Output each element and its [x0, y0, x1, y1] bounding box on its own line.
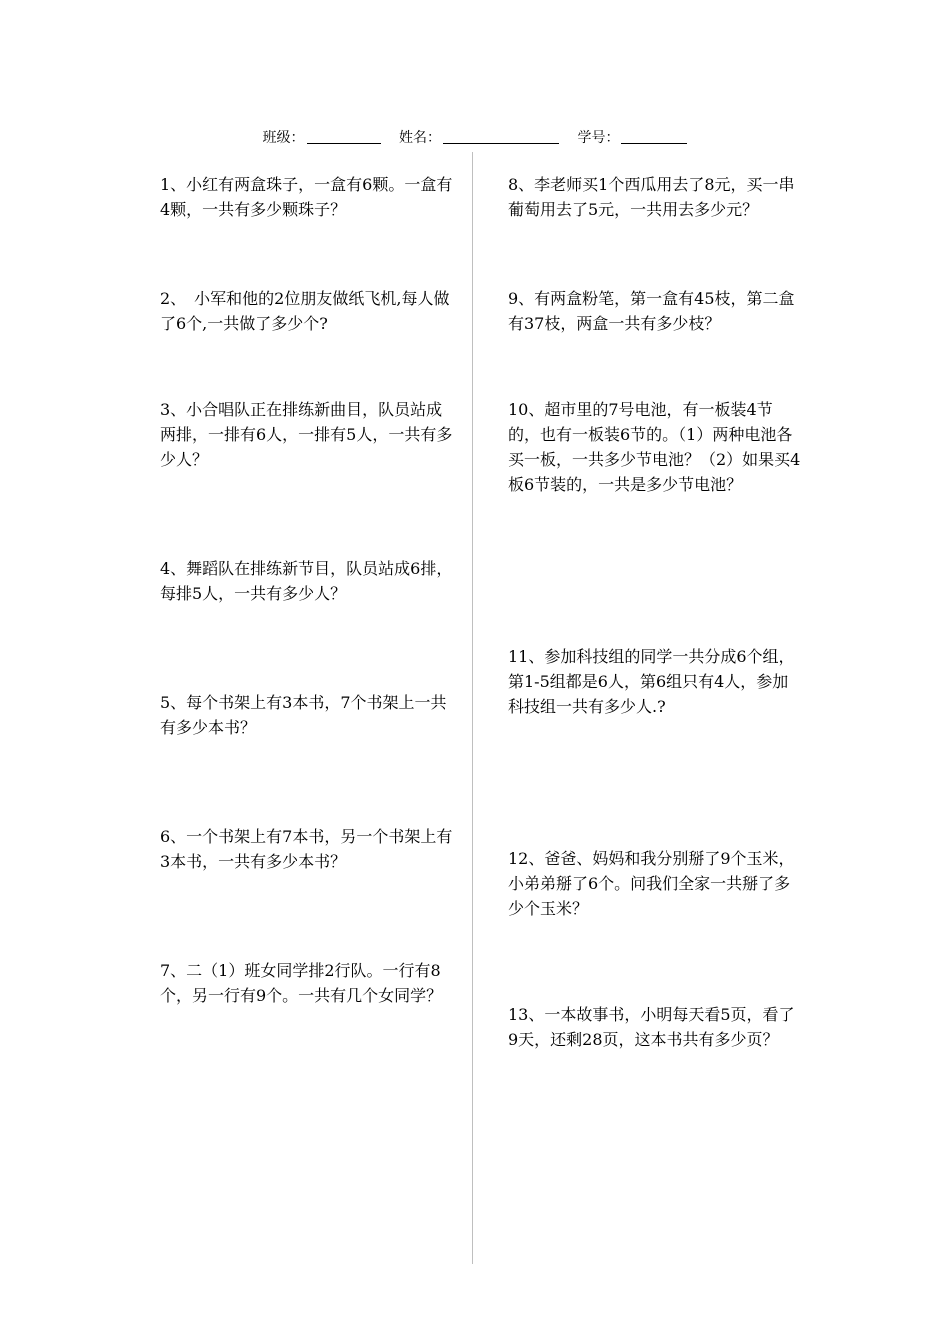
column-divider — [472, 152, 473, 1264]
question-8: 8、李老师买1个西瓜用去了8元，买一串葡萄用去了5元，一共用去多少元？ — [508, 175, 795, 219]
name-blank[interactable] — [443, 129, 559, 144]
question-5: 5、每个书架上有3本书，7个书架上一共有多少本书？ — [160, 693, 447, 737]
question-7: 7、二（1）班女同学排2行队。一行有8个，另一行有9个。一共有几个女同学？ — [160, 961, 443, 1005]
question-4: 4、舞蹈队在排练新节目，队员站成6排，每排5人，一共有多少人？ — [160, 559, 453, 603]
question-6: 6、一个书架上有7本书，另一个书架上有3本书，一共有多少本书？ — [160, 827, 453, 871]
question-10: 10、超市里的7号电池，有一板装4节的，也有一板装6节的。（1）两种电池各买一板，一共多少节电池？（2）如果买4板6节装的，一共是多少节电池？ — [508, 400, 801, 494]
class-label: 班级： — [262, 130, 305, 146]
question-3: 3、小合唱队正在排练新曲目，队员站成两排，一排有6人，一排有5人，一共有多少人？ — [160, 400, 453, 469]
question-1: 1、小红有两盒珠子，一盒有6颗。一盒有4颗，一共有多少颗珠子？ — [160, 175, 453, 219]
name-label: 姓名： — [399, 130, 441, 146]
student-no-label: 学号： — [577, 130, 620, 146]
question-11: 11、参加科技组的同学一共分成6个组，第1-5组都是6人，第6组只有4人，参加科技组一共有多少人.? — [508, 647, 795, 716]
class-blank[interactable] — [307, 129, 381, 144]
question-13: 13、一本故事书，小明每天看5页，看了9天，还剩28页，这本书共有多少页？ — [508, 1005, 795, 1049]
student-info-header — [0, 128, 950, 148]
question-9: 9、有两盒粉笔，第一盒有45枝，第二盒有37枝，两盒一共有多少枝？ — [508, 289, 795, 333]
question-2: 2、 小军和他的2位朋友做纸飞机,每人做了6个,一共做了多少个? — [160, 289, 450, 333]
question-12: 12、爸爸、妈妈和我分别掰了9个玉米，小弟弟掰了6个。问我们全家一共掰了多少个玉米？ — [508, 849, 795, 918]
student-no-blank[interactable] — [621, 129, 687, 144]
